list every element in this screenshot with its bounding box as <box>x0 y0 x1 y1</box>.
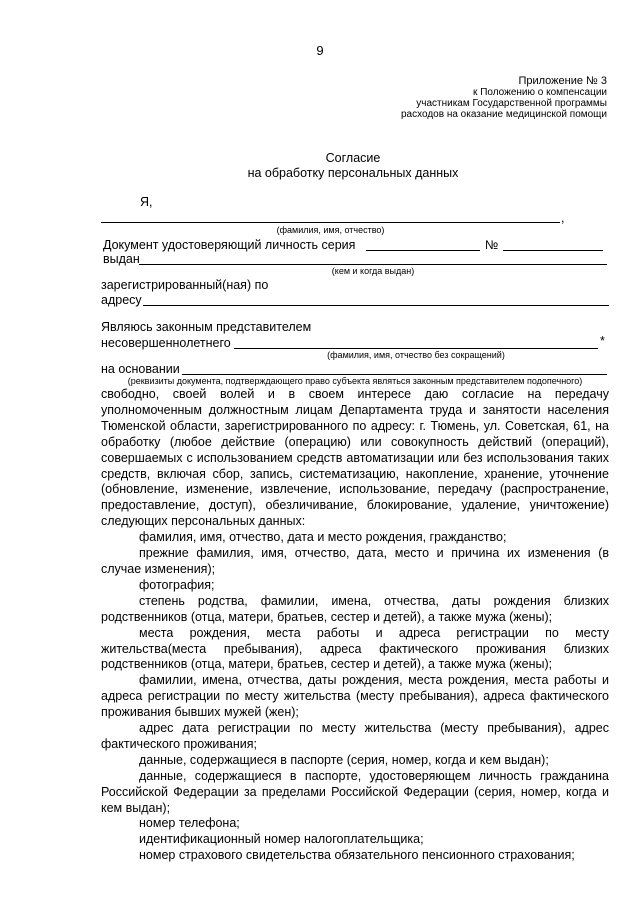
data-item: степень родства, фамилии, имена, отчества, даты рождения близких родственников (отца, матери, братьев, сестер и детей), а также мужа (жены); <box>101 593 609 624</box>
appendix-line: участникам Государственной программы <box>416 98 607 109</box>
i-label: Я, <box>140 195 153 209</box>
page-number: 9 <box>316 43 324 58</box>
appendix-block <box>401 76 607 120</box>
registered-label: зарегистрированный(ная) по <box>101 278 269 292</box>
basis-field[interactable] <box>182 374 607 375</box>
data-item: данные, содержащиеся в паспорте (серия, номер, когда и кем выдан); <box>139 752 549 767</box>
appendix-line: Приложение № 3 <box>518 75 607 87</box>
document-subtitle: на обработку персональных данных <box>247 166 459 180</box>
minor-caption: (фамилия, имя, отчество без сокращений) <box>327 350 505 360</box>
appendix-line: расходов на оказание медицинской помощи <box>400 109 607 120</box>
representative-label: Являюсь законным представителем <box>101 320 312 334</box>
data-item: номер страхового свидетельства обязательного пенсионного страхования; <box>139 848 575 863</box>
minor-label: несовершеннолетнего <box>101 336 231 350</box>
data-item: номер телефона; <box>139 816 240 831</box>
consent-paragraph: свободно, своей волей и в своем интересе даю согласие на передачу уполномоченным должностным лицам Департамента труда и занятости населения Тюменской области, зарегистрированного по адресу: г. Тюмень, ул. Советская, 61, на обработку (любое действие (операцию) или совокупность действий (операций), совершаемых с использованием средств автоматизации или без использования таких средств, включая сбор, запись, систематизацию, накопление, хранение, уточнение (обновление, изменение, извлечение, использование, передачу (распространение, предоставление, доступ), обезличивание, блокирование, удаление, уничтожение) следующих персональных данных: <box>101 387 609 529</box>
basis-caption: (реквизиты документа, подтверждающего право субъекта являться законным представителем подопечного) <box>127 376 583 386</box>
data-item: фотография; <box>139 577 215 592</box>
document-title: Согласие <box>325 151 381 165</box>
asterisk-mark: * <box>600 334 605 348</box>
issued-field[interactable] <box>139 264 607 265</box>
number-label: № <box>485 238 499 252</box>
issued-label: выдан <box>103 252 140 266</box>
consent-body <box>101 387 609 864</box>
data-item: места рождения, места работы и адреса регистрации по месту жительства(места пребывания), адреса фактического проживания близких родственников (отца, матери, братьев, сестер и детей), а также мужа (жены); <box>101 625 609 672</box>
document-label: Документ удостоверяющий личность серия <box>103 238 356 252</box>
issued-caption: (кем и когда выдан) <box>331 266 415 276</box>
address-field[interactable] <box>143 305 609 306</box>
data-item: фамилия, имя, отчество, дата и место рождения, гражданство; <box>139 530 507 545</box>
basis-label: на основании <box>101 362 180 376</box>
minor-field[interactable] <box>234 348 598 349</box>
data-item: идентификационный номер налогоплательщика; <box>139 832 424 847</box>
fio-comma: , <box>561 211 565 225</box>
appendix-line: к Положению о компенсации <box>473 87 607 98</box>
address-label: адресу <box>101 293 142 307</box>
document-series-field[interactable] <box>366 250 480 251</box>
data-item: прежние фамилия, имя, отчество, дата, место и причина их изменения (в случае изменения); <box>101 546 609 576</box>
fio-field[interactable] <box>101 222 560 223</box>
data-item: фамилии, имена, отчества, даты рождения, места рождения, места работы и адреса регистрации по месту жительства (месту пребывания), адреса фактического проживания бывших мужей (жен); <box>101 673 609 720</box>
document-number-field[interactable] <box>503 250 603 251</box>
data-item: данные, содержащиеся в паспорте, удостоверяющем личность гражданина Российской Федерации за пределами Российской Федерации (серия, номер, когда и кем выдан); <box>101 768 609 815</box>
data-item: адрес дата регистрации по месту жительства (месту пребывания), адрес фактического проживания; <box>101 721 609 751</box>
fio-caption: (фамилия, имя, отчество) <box>276 225 385 235</box>
